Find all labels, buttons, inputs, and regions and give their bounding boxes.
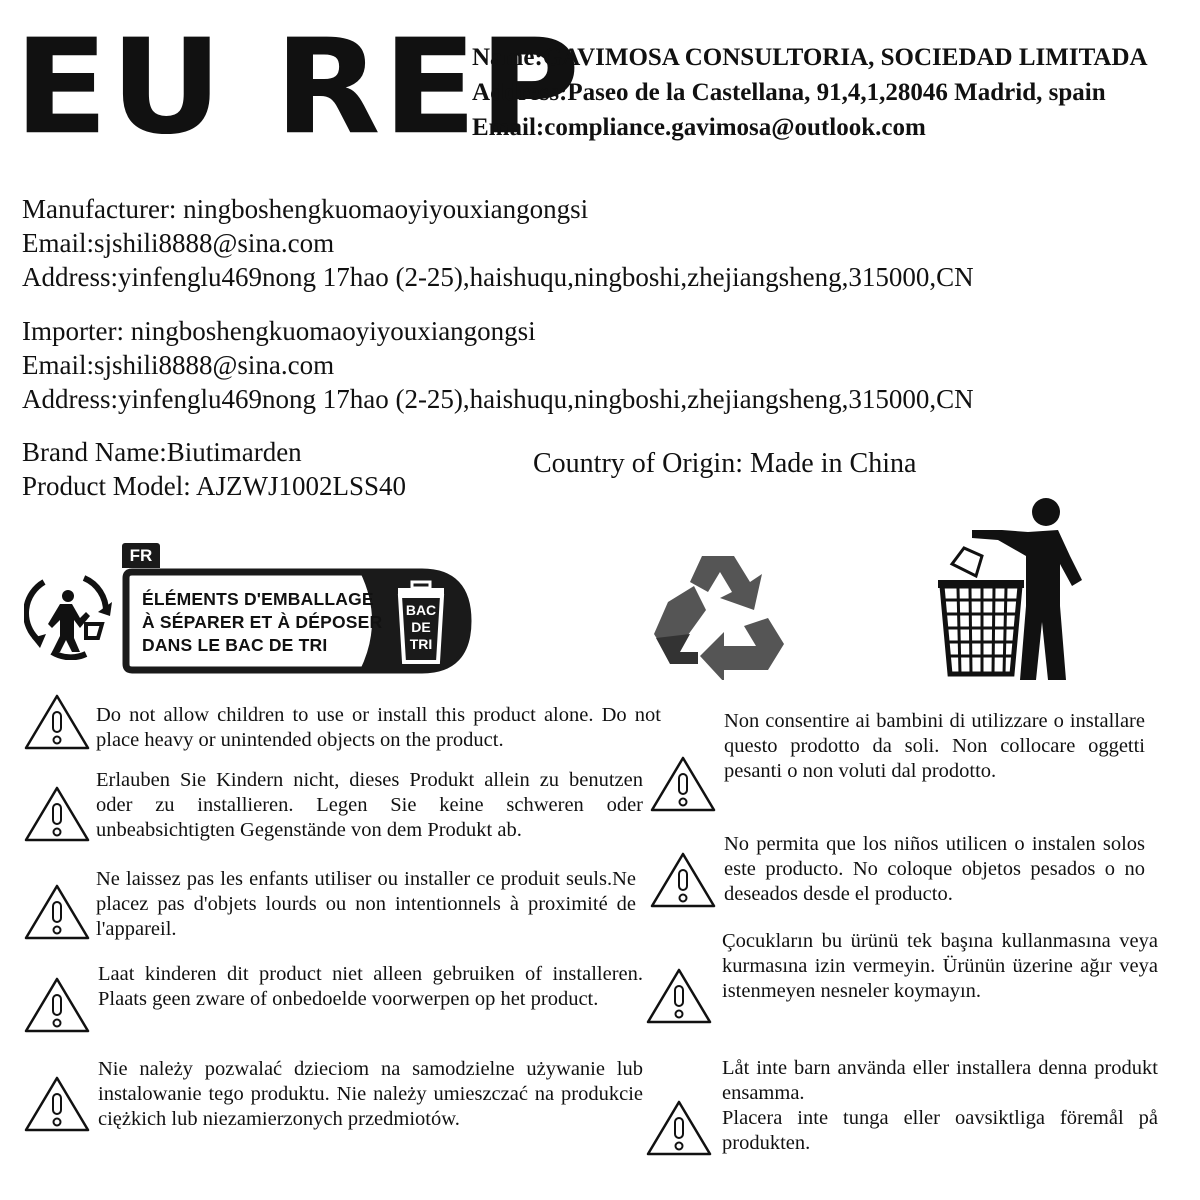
warning-icon: [22, 692, 92, 752]
fr-country-tag: FR: [122, 543, 160, 568]
warning-icon: [644, 966, 714, 1026]
warning-text-fr: Ne laissez pas les enfants utiliser ou installer ce produit seuls.Ne placez pas d'objets lourds ou non intentionnels à proximité de l'appareil.: [96, 868, 636, 940]
rep-email: Email:compliance.gavimosa@outlook.com: [472, 114, 926, 141]
warning-text-tr: Çocukların bu ürünü tek başına kullanmasına veya kurmasına izin vermeyin. Ürünün üzerine ağır veya istenmeyen nesneler koymayın.: [722, 930, 1158, 1002]
bin-label-2: DE: [411, 619, 431, 635]
warning-icon: [22, 1074, 92, 1134]
manufacturer-address: Address:yinfenglu469nong 17hao (2-25),haishuqu,ningboshi,zhejiangsheng,315000,CN: [22, 262, 974, 292]
triman-icon: [24, 568, 116, 660]
product-block: [22, 435, 406, 503]
manufacturer-block: [22, 192, 974, 294]
eu-rep-details: [472, 40, 1148, 145]
warning-text-sv: [722, 1056, 1158, 1156]
warning-icon: [22, 882, 92, 942]
importer-address: Address:yinfenglu469nong 17hao (2-25),haishuqu,ningboshi,zhejiangsheng,315000,CN: [22, 384, 974, 414]
sorting-instructions: [142, 588, 382, 657]
brand-name: Brand Name:Biutimarden: [22, 437, 302, 467]
rep-name: Name:GAVIMOSA CONSULTORIA, SOCIEDAD LIMITADA: [472, 44, 1148, 71]
importer-name: Importer: ningboshengkuomaoyiyouxiangongsi: [22, 316, 536, 346]
warning-icon: [22, 784, 92, 844]
bin-label-3: TRI: [409, 636, 433, 652]
sorting-line-2: À SÉPARER ET À DÉPOSER: [142, 612, 383, 632]
warning-icon: [648, 754, 718, 814]
warning-text-nl: Laat kinderen dit product niet alleen gebruiken of installeren. Plaats geen zware of onbedoelde voorwerpen op het product.: [98, 963, 643, 1010]
importer-email: Email:sjshili8888@sina.com: [22, 350, 335, 380]
bin-label-1: BAC: [405, 602, 437, 618]
warning-text-es: No permita que los niños utilicen o instalen solos este producto. No coloque objetos pesados o no deseados desde el producto.: [724, 833, 1145, 905]
warning-icon: [648, 850, 718, 910]
recycle-icon: [650, 548, 790, 680]
warning-text-it: Non consentire ai bambini di utilizzare o installare questo prodotto da soli. Non collocare oggetti pesanti o non voluti dal prodotto.: [724, 710, 1145, 782]
warning-icon: [644, 1098, 714, 1158]
importer-block: [22, 314, 974, 416]
eu-rep-title: EU REP: [14, 10, 583, 164]
country-of-origin: Country of Origin: Made in China: [533, 448, 917, 479]
warning-icon: [22, 975, 92, 1035]
warning-text-sv-2: Placera inte tunga eller oavsiktliga föremål på produkten.: [722, 1107, 1158, 1154]
tidy-man-icon: [936, 496, 1088, 680]
product-model: Product Model: AJZWJ1002LSS40: [22, 471, 407, 501]
bin-label: [401, 602, 441, 653]
rep-address: Address:Paseo de la Castellana, 91,4,1,28046 Madrid, spain: [472, 79, 1106, 106]
sorting-line-3: DANS LE BAC DE TRI: [142, 635, 328, 655]
warning-text-en: Do not allow children to use or install this product alone. Do not place heavy or unintended objects on the product.: [96, 704, 661, 751]
warning-text-pl: Nie należy pozwalać dzieciom na samodzielne używanie lub instalowanie tego produktu. Nie należy umieszczać na produkcie ciężkich lub niezamierzonych przedmiotów.: [98, 1058, 643, 1130]
manufacturer-name: Manufacturer: ningboshengkuomaoyiyouxiangongsi: [22, 194, 589, 224]
manufacturer-email: Email:sjshili8888@sina.com: [22, 228, 335, 258]
warning-text-sv-1: Låt inte barn använda eller installera denna produkt ensamma.: [722, 1057, 1158, 1104]
warning-text-de: Erlauben Sie Kindern nicht, dieses Produkt allein zu benutzen oder zu installieren. Legen Sie keine schweren oder unbeabsichtigten Gegenstände von dem Produkt ab.: [96, 769, 643, 841]
sorting-line-1: ÉLÉMENTS D'EMBALLAGE: [142, 589, 374, 609]
